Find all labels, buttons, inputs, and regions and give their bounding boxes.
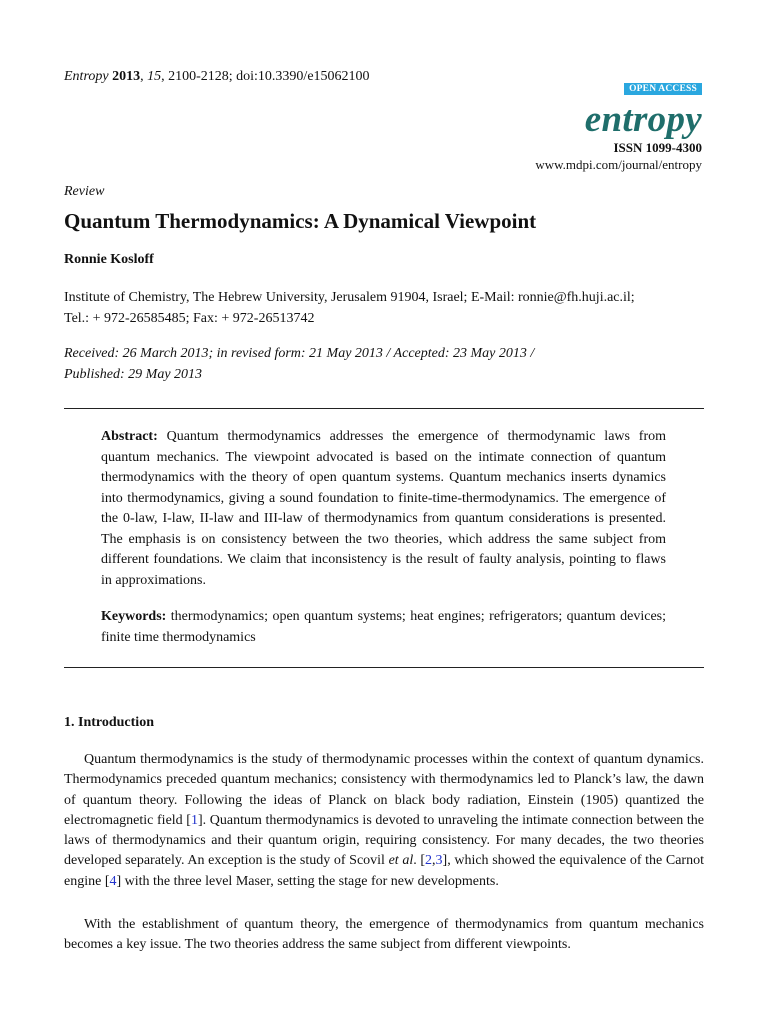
journal-logo: entropy (584, 99, 702, 140)
abstract-label: Abstract: (101, 429, 158, 444)
affiliation (64, 287, 635, 329)
intro-paragraph-2: With the establishment of quantum theory, the emergence of thermodynamics from quantum mechanics becomes a key issue. The two theories address the same subject from different viewpoints. (64, 917, 704, 953)
paper-title: Quantum Thermodynamics: A Dynamical Viewpoint (64, 209, 537, 233)
keywords-text: thermodynamics; open quantum systems; heat engines; refrigerators; quantum devices; finite time thermodynamics (101, 609, 667, 645)
citation-link[interactable]: 1 (190, 812, 198, 828)
affiliation-line-1: Institute of Chemistry, The Hebrew University, Jerusalem 91904, Israel; E-Mail: ronnie@fh.huji.ac.il; (64, 290, 635, 305)
affiliation-line-2: Tel.: + 972-26585485; Fax: + 972-26513742 (64, 311, 315, 326)
journal-citation: Entropy 2013, 15, 2100-2128; doi:10.3390/e15062100 (64, 69, 370, 84)
dates-line-1: Received: 26 March 2013; in revised form: 21 May 2013 / Accepted: 23 May 2013 / (64, 346, 535, 361)
keywords (101, 607, 666, 648)
citation-link[interactable]: 4 (109, 873, 117, 889)
top-divider (64, 408, 704, 409)
bottom-divider (64, 667, 704, 668)
author-name: Ronnie Kosloff (64, 252, 154, 267)
intro-paragraph-1: Quantum thermodynamics is the study of thermodynamic processes within the context of quantum dynamics. Thermodynamics preceded quantum mechanics; consistency with thermodynamics led to Planck’s law, the dawn of quantum theory. Following the ideas of Planck on black body radiation, Einstein (1905) quantized the electromagnetic field [1]. Quantum thermodynamics is devoted to unraveling the intimate connection between the laws of thermodynamics and their quantum origin, requiring consistency. For many decades, the two theories developed separately. An exception is the study of Scovil et al. [2,3], which showed the equivalence of the Carnot engine [4] with the three level Maser, setting the stage for new developments. (64, 752, 704, 889)
citation-link[interactable]: 3 (435, 853, 443, 869)
citation-link[interactable]: 2 (425, 853, 433, 869)
section-heading-introduction: 1. Introduction (64, 715, 154, 730)
dates-line-2: Published: 29 May 2013 (64, 367, 203, 382)
publication-dates (64, 343, 534, 385)
abstract-text: Quantum thermodynamics addresses the emergence of thermodynamic laws from quantum mechanics. The viewpoint advocated is based on the intimate connection of quantum thermodynamics with the theory of open quantum systems. Quantum mechanics inserts dynamics into thermodynamics, giving a sound foundation to finite-time-thermodynamics. The emergence of the 0-law, I-law, II-law and III-law of thermodynamics from quantum considerations is presented. The emphasis is on consistency between the two theories, which address the same subject from different foundations. We claim that inconsistency is the result of faulty analysis, pointing to flaws in approximations. (101, 429, 666, 588)
article-type: Review (64, 184, 105, 199)
open-access-badge: OPEN ACCESS (624, 83, 702, 95)
abstract (101, 427, 666, 591)
journal-url[interactable]: www.mdpi.com/journal/entropy (535, 157, 702, 172)
issn: ISSN 1099-4300 (613, 140, 702, 155)
keywords-label: Keywords: (101, 609, 167, 624)
